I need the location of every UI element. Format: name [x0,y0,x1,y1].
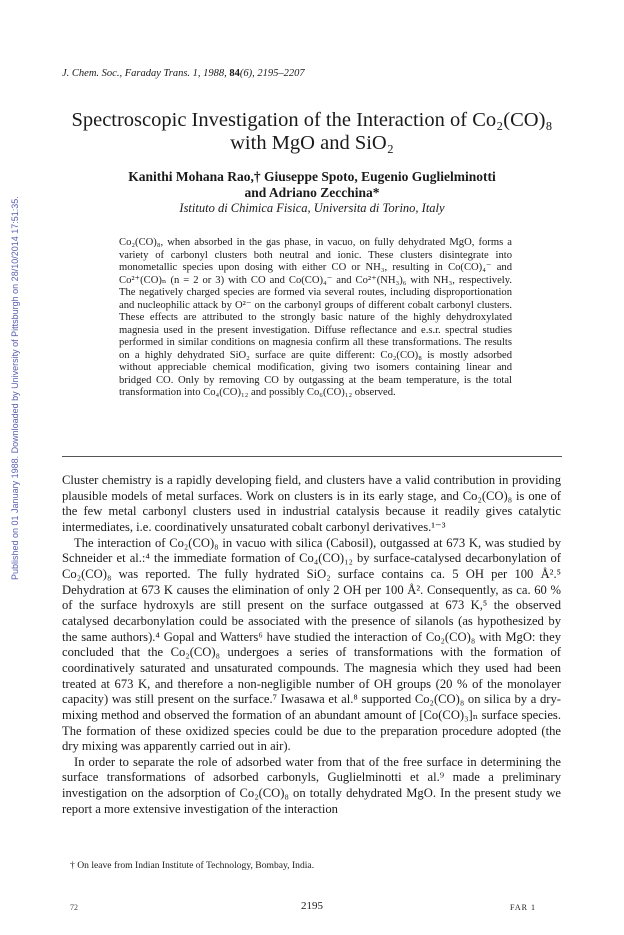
abstract-divider [62,456,562,457]
footer-right-code: FAR 1 [510,903,536,912]
paper-title-line-1: Spectroscopic Investigation of the Interaction of Co₂(CO)₈ [71,109,553,131]
download-watermark [3,150,20,580]
author-line-1: Kanithi Mohana Rao,† Giuseppe Spoto, Eugenio Guglielminotti [128,169,496,184]
paper-title-line-2: with MgO and SiO₂ [230,132,394,154]
footer-left-code: 72 [70,903,78,912]
journal-citation [62,68,305,79]
download-watermark-text: Published on 01 January 1988. Downloaded by University of Pittsburgh on 28/10/2014 17:51:35. [10,196,20,580]
journal-year: 1988, [203,68,227,79]
body-paragraph-3: In order to separate the role of adsorbed water from that of the free surface in determining the surface transformations of adsorbed carbonyls, Guglielminotti et al.⁹ made a preliminary investigation on the adsorption of Co₂(CO)₈ on totally dehydrated MgO. In the present study we report a more extensive investigation of the interaction [62,754,561,816]
abstract: Co₂(CO)₈, when absorbed in the gas phase, in vacuo, on fully dehydrated MgO, forms a variety of carbonyl clusters both neutral and ionic. These clusters disintegrate into monometallic species upon dosing with either CO or NH₃, resulting in Co(CO)₄⁻ and Co²⁺(CO)ₙ (n = 2 or 3) with CO and Co(CO)₄⁻ and Co²⁺(NH₃)₆ with NH₃, respectively. The negatively charged species are formed via several routes, including disproportionation and nucleophilic attack by O²⁻ on the carbonyl groups of different cobalt carbonyl clusters. These effects are attributed to the strongly basic nature of the highly dehydroxylated magnesia used in the present investigation. Diffuse reflectance and e.s.r. spectral studies performed in similar conditions on magnesia confirm all these transformations. The results on a highly dehydrated SiO₂ surface are quite different: Co₂(CO)₈ is mostly adsorbed without appreciable chemical modification, giving two isomers containing linear and bridged CO. Only by removing CO by outgassing at the beam temperature, is the total transformation into Co₄(CO)₁₂ and possibly Co₆(CO)₁₂ observed. [119,237,512,398]
affiliation: Istituto di Chimica Fisica, Universita di Torino, Italy [179,201,445,215]
author-list [40,169,584,201]
author-line-2: and Adriano Zecchina* [244,185,380,200]
paper-title [40,109,584,155]
body-paragraph-1: Cluster chemistry is a rapidly developing field, and clusters have a valid contribution in providing plausible models of metal surfaces. Work on clusters is in its early stage, and Co₂(CO)₈ is one of the few metal carbonyl clusters used in industrial catalysis because it readily gives catalytic intermediates, i.e. coordinatively unsaturated cobalt carbonyl derivatives.¹⁻³ [62,473,561,534]
journal-issue-pages: (6), 2195–2207 [239,68,305,79]
journal-volume: 84 [229,68,240,79]
footnote: † On leave from Indian Institute of Technology, Bombay, India. [70,860,315,871]
journal-name: J. Chem. Soc., Faraday Trans. 1, [62,68,201,79]
body-text [62,473,561,817]
body-paragraph-2: The interaction of Co₂(CO)₈ in vacuo with silica (Cabosil), outgassed at 673 K, was studied by Schneider et al.:⁴ the immediate formation of Co₄(CO)₁₂ by surface-catalysed decarbonylation of Co₂(CO)₈ was reported. The fully hydrated SiO₂ surface contains ca. 5 OH per 100 Å².⁵ Dehydration at 673 K causes the elimination of only 2 OH per 100 Å². Consequently, as ca. 60 % of the surface hydroxyls are still present on the surface outgassed at 673 K,⁵ the observed catalysed decarbonylation could be associated with the presence of silanols (as hypothesized by the same authors).⁴ Gopal and Watters⁶ have studied the interaction of Co₂(CO)₈ with MgO: they concluded that the Co₂(CO)₈ undergoes a series of transformations with the formation of coordinatively saturated and unsaturated compounds. The magnesia which they used had been treated at 673 K, and therefore a non-negligible number of OH groups (20 % of the monolayer capacity) was still present on the surface.⁷ Iwasawa et al.⁸ supported Co₂(CO)₈ on silica by a dry-mixing method and observed the formation of an abundant amount of [Co(CO)₃]ₙ surface species. The formation of these oxidized species could be due to the preparation procedure adopted (the dry mixing was apparently carried out in air). [62,535,561,754]
page-number: 2195 [301,900,323,912]
